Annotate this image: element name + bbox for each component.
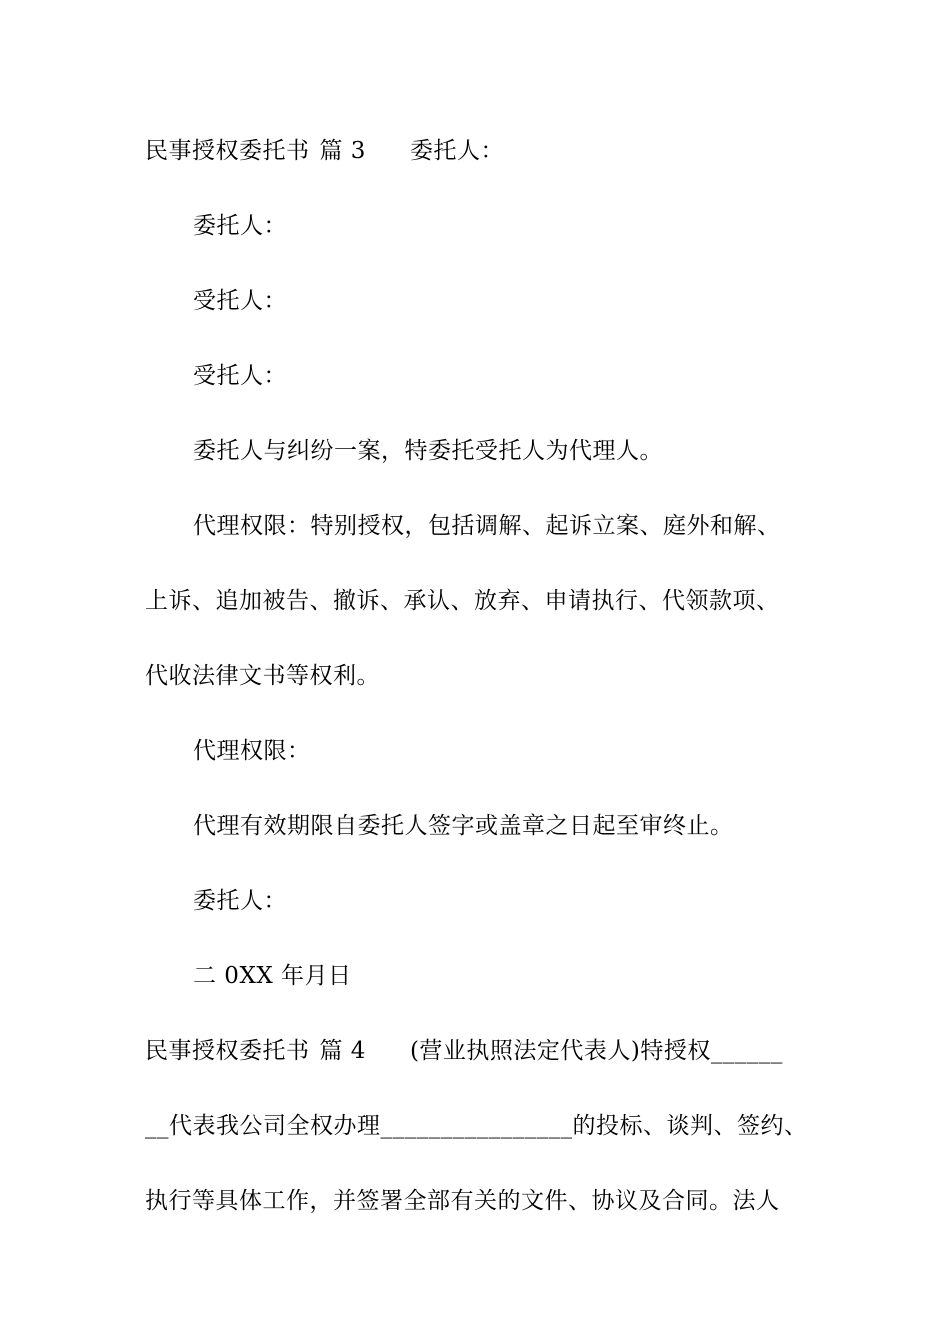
paragraph-line: 委托人： [193,888,287,914]
paragraph-line: (营业执照法定代表人)特授权______ [409,1038,783,1064]
paragraph-line: 代理权限： [193,738,311,764]
paragraph-line: 委托人： [409,138,504,164]
paragraph-line: 委托人： [193,213,287,239]
paragraph-line: 受托人： [193,288,287,314]
paragraph-line: 委托人与纠纷一案，特委托受托人为代理人。 [193,438,663,464]
paragraph-line: 代收法律文书等权利。 [145,663,380,689]
section-4-heading [145,1036,783,1066]
paragraph-line: 代理权限：特别授权，包括调解、起诉立案、庭外和解、 [193,513,781,539]
section-title: 民事授权委托书 [145,138,310,164]
date-line: 二 0XX 年月日 [193,963,352,989]
paragraph-line: 上诉、追加被告、撤诉、承认、放弃、申请执行、代领款项、 [145,588,780,614]
paragraph-line: 受托人： [193,363,287,389]
section-3-heading [145,136,504,166]
paragraph-line: 执行等具体工作，并签署全部有关的文件、协议及合同。法人 [145,1188,780,1214]
paragraph-line: __代表我公司全权办理________________的投标、谈判、签约、 [145,1113,808,1139]
section-part: 篇 3 [319,138,366,164]
paragraph-line: 代理有效期限自委托人签字或盖章之日起至审终止。 [193,813,734,839]
section-title: 民事授权委托书 [145,1038,310,1064]
section-part: 篇 4 [319,1038,366,1064]
